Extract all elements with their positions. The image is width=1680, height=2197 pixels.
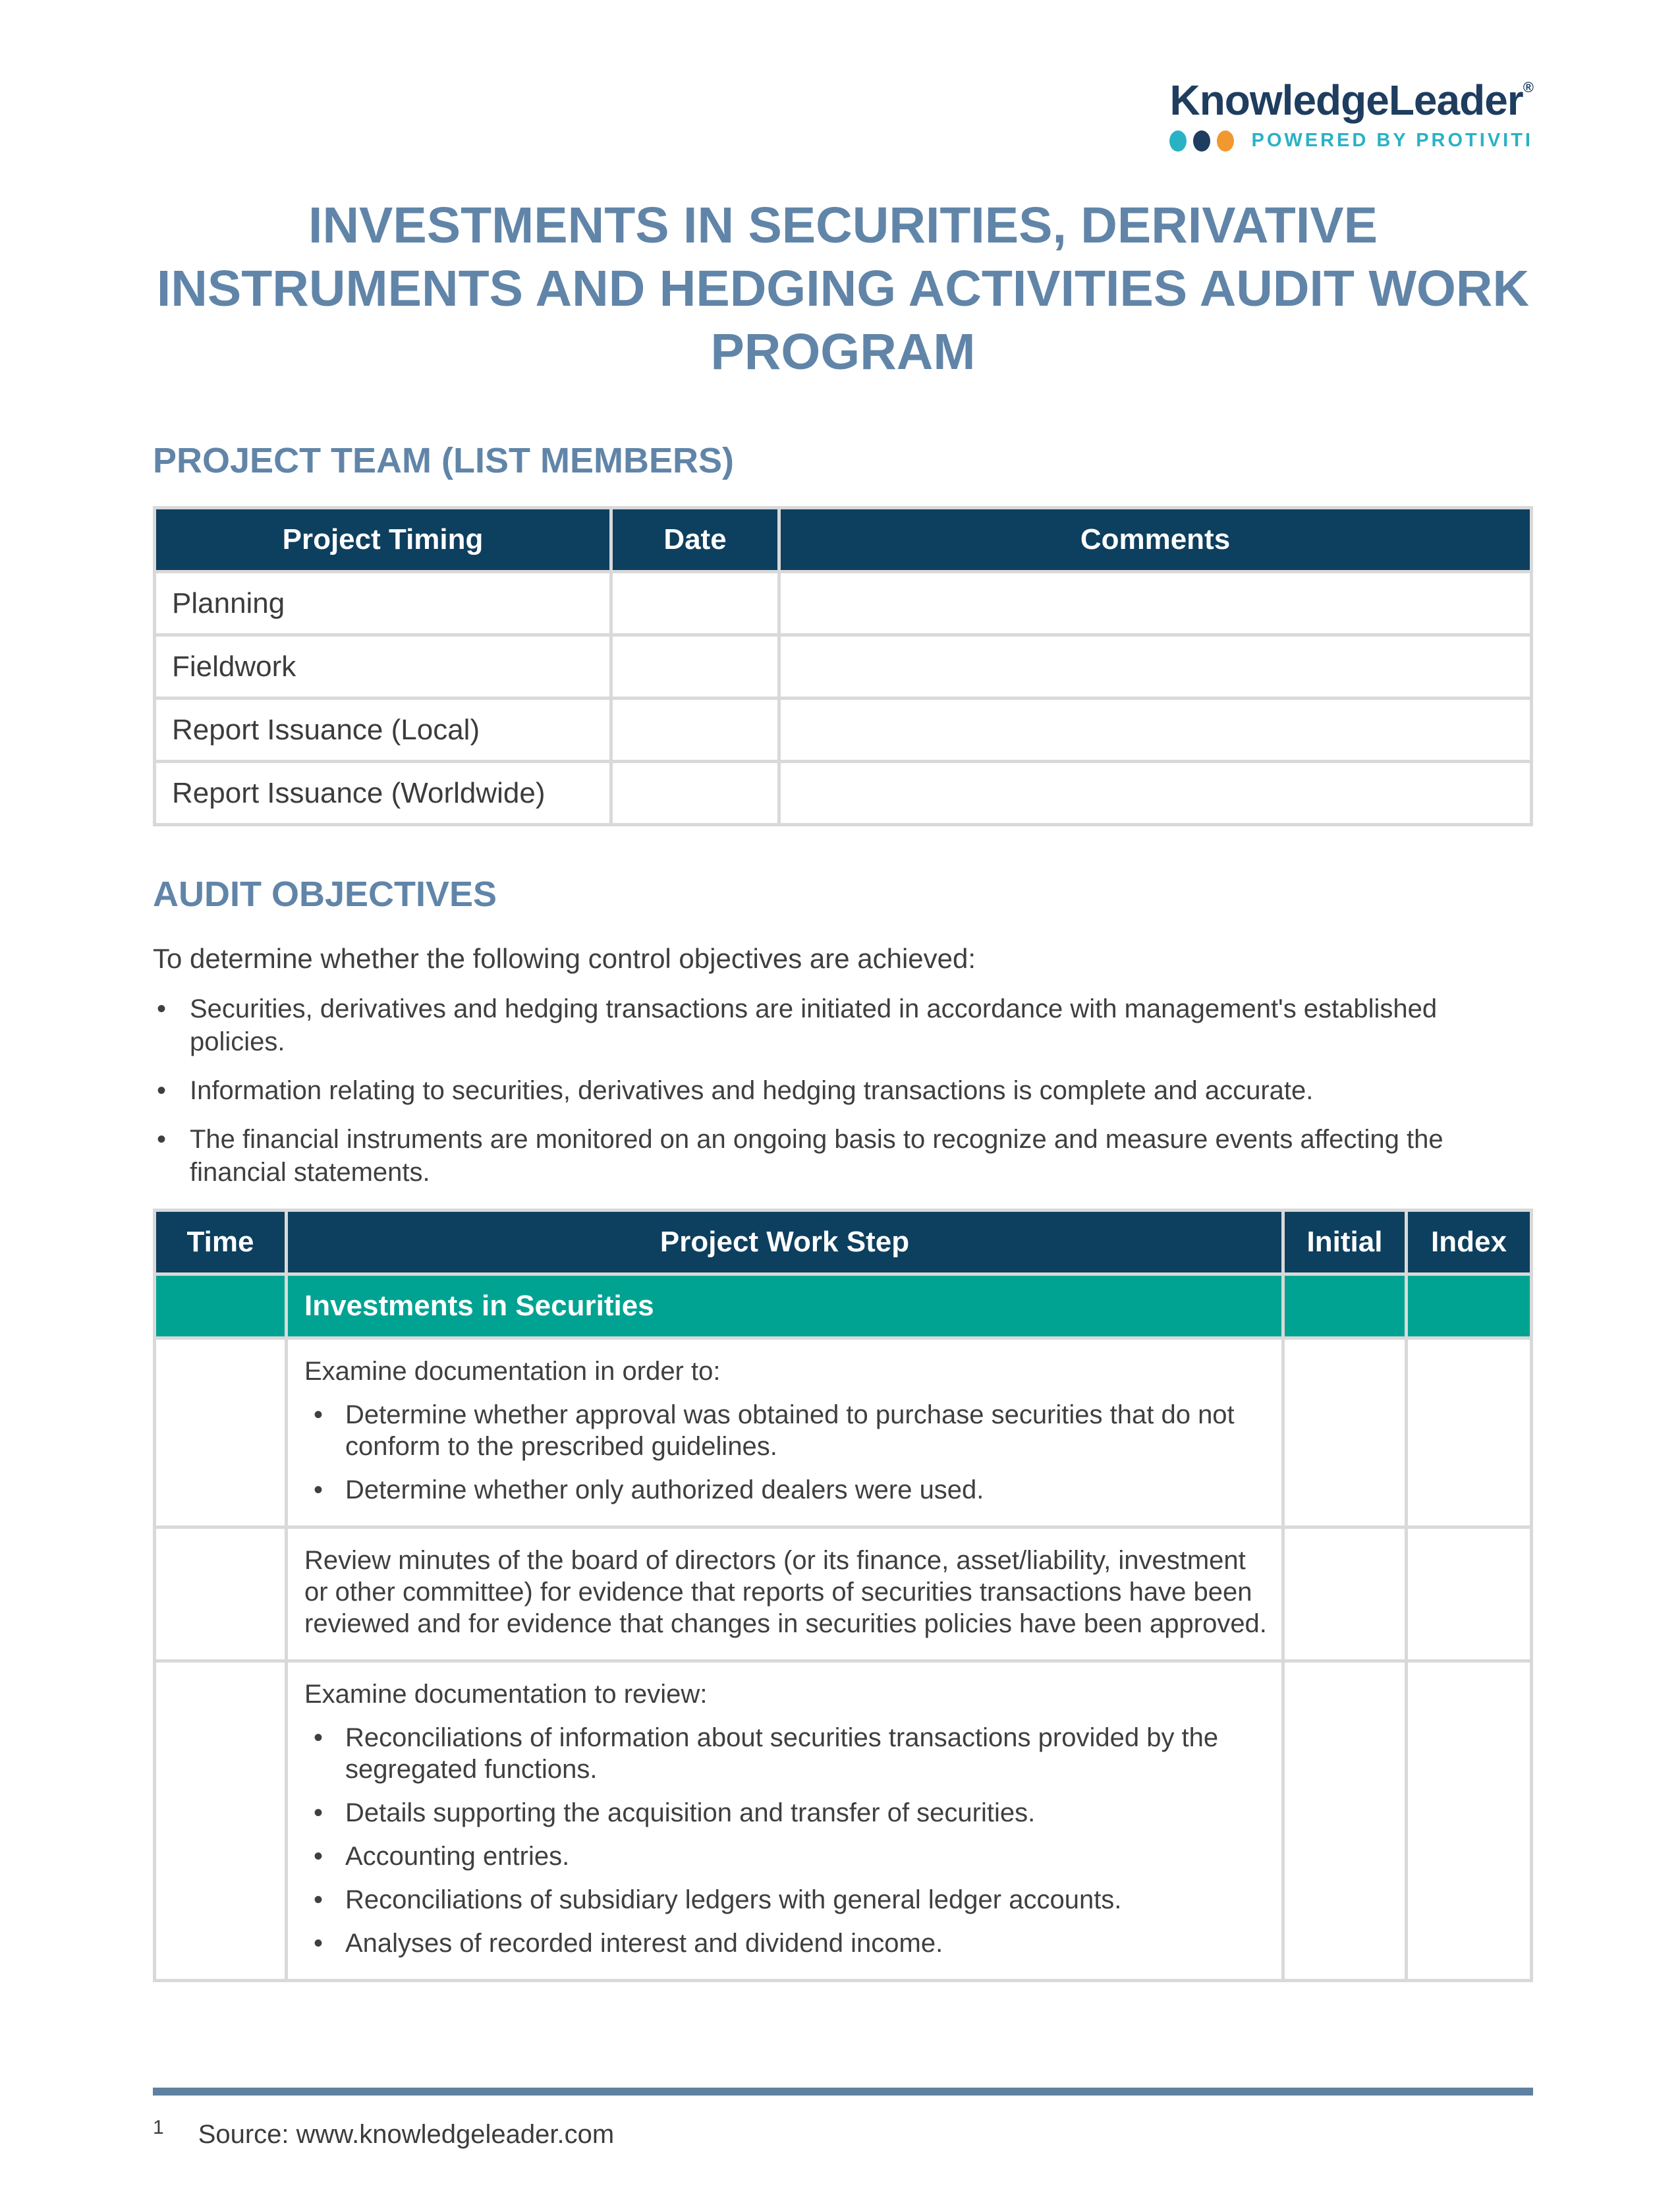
logo-dot-navy-icon: [1193, 130, 1210, 152]
date-cell: [611, 762, 779, 825]
work-step-intro: Examine documentation in order to:: [304, 1357, 721, 1386]
timing-cell: Fieldwork: [155, 635, 611, 699]
list-item: • Reconciliations of subsidiary ledgers with general ledger accounts.: [304, 1884, 1275, 1916]
brand-logo-text: [1169, 65, 1533, 123]
index-cell: [1407, 1338, 1532, 1527]
logo-dot-teal-icon: [1169, 130, 1187, 152]
index-cell: [1407, 1661, 1532, 1981]
col-header-index: Index: [1407, 1211, 1532, 1274]
brand-tagline: POWERED BY PROTIVITI: [1251, 130, 1533, 151]
work-step-row: [155, 1338, 1532, 1527]
date-cell: [611, 635, 779, 699]
work-step-cell: [287, 1527, 1283, 1661]
index-cell: [1407, 1527, 1532, 1661]
page-footer: [153, 2088, 1533, 2150]
section-group-row: [155, 1274, 1532, 1338]
work-step-intro: Review minutes of the board of directors (or its finance, asset/liability, investment or other committee) for evidence that reports of securities transactions have been reviewed and for evidence that changes in securities policies have been approved.: [304, 1546, 1267, 1638]
date-cell: [611, 572, 779, 635]
audit-objectives-intro: To determine whether the following control objectives are achieved:: [153, 943, 976, 974]
table-row: [155, 572, 1532, 635]
registered-mark: ®: [1523, 79, 1533, 96]
list-item: • Securities, derivatives and hedging transactions are initiated in accordance with management's established policies.: [153, 992, 1533, 1058]
work-step-bullet-list: [304, 1722, 1275, 1959]
list-item: • Information relating to securities, derivatives and hedging transactions is complete and accurate.: [153, 1074, 1533, 1107]
list-item: • Reconciliations of information about securities transactions provided by the segregated functions.: [304, 1722, 1275, 1785]
list-item: • Determine whether only authorized dealers were used.: [304, 1474, 1275, 1506]
col-header-date: Date: [611, 508, 779, 572]
date-cell: [611, 699, 779, 762]
list-item: • The financial instruments are monitored on an ongoing basis to recognize and measure events affecting the financial statements.: [153, 1123, 1533, 1189]
work-step-row: [155, 1527, 1532, 1661]
list-item: • Details supporting the acquisition and transfer of securities.: [304, 1797, 1275, 1829]
initial-cell: [1283, 1338, 1407, 1527]
work-step-cell: [287, 1661, 1283, 1981]
group-label: Investments in Securities: [287, 1274, 1283, 1338]
footer-rule: [153, 2088, 1533, 2096]
initial-cell: [1283, 1527, 1407, 1661]
table-row: [155, 635, 1532, 699]
timing-cell: Planning: [155, 572, 611, 635]
document-title: INVESTMENTS IN SECURITIES, DERIVATIVE INSTRUMENTS AND HEDGING ACTIVITIES AUDIT WORK PROGRAM: [156, 197, 1530, 380]
col-header-time: Time: [155, 1211, 287, 1274]
project-team-table: [153, 506, 1533, 826]
page-number: 1: [153, 2117, 164, 2138]
col-header-project-timing: Project Timing: [155, 508, 611, 572]
source-line: [153, 2117, 1533, 2150]
col-header-project-work-step: Project Work Step: [287, 1211, 1283, 1274]
time-cell: [155, 1338, 287, 1527]
project-team-header-row: [155, 508, 1532, 572]
comments-cell: [779, 572, 1532, 635]
list-item: • Determine whether approval was obtained to purchase securities that do not conform to the prescribed guidelines.: [304, 1399, 1275, 1462]
list-item: • Accounting entries.: [304, 1840, 1275, 1872]
timing-cell: Report Issuance (Local): [155, 699, 611, 762]
time-cell: [155, 1274, 287, 1338]
table-row: [155, 699, 1532, 762]
project-team-heading: PROJECT TEAM (LIST MEMBERS): [153, 441, 735, 480]
initial-cell: [1283, 1274, 1407, 1338]
work-program-table: [153, 1209, 1533, 1982]
time-cell: [155, 1527, 287, 1661]
work-program-header-row: [155, 1211, 1532, 1274]
work-step-row: [155, 1661, 1532, 1981]
timing-cell: Report Issuance (Worldwide): [155, 762, 611, 825]
brand-header: [153, 65, 1533, 152]
comments-cell: [779, 699, 1532, 762]
source-text: Source: www.knowledgeleader.com: [198, 2120, 615, 2149]
audit-objectives-heading: AUDIT OBJECTIVES: [153, 874, 497, 914]
work-step-bullet-list: [304, 1399, 1275, 1506]
logo-dot-orange-icon: [1217, 130, 1234, 152]
initial-cell: [1283, 1661, 1407, 1981]
index-cell: [1407, 1274, 1532, 1338]
col-header-initial: Initial: [1283, 1211, 1407, 1274]
list-item: • Analyses of recorded interest and dividend income.: [304, 1927, 1275, 1959]
work-step-cell: [287, 1338, 1283, 1527]
work-step-intro: Examine documentation to review:: [304, 1680, 708, 1709]
col-header-comments: Comments: [779, 508, 1532, 572]
brand-tagline-row: [1169, 130, 1533, 152]
comments-cell: [779, 762, 1532, 825]
table-row: [155, 762, 1532, 825]
brand-logo: [1169, 65, 1533, 152]
brand-wordmark: KnowledgeLeader: [1169, 76, 1523, 124]
comments-cell: [779, 635, 1532, 699]
audit-objectives-list: [153, 992, 1533, 1189]
page-content: [153, 0, 1533, 1982]
time-cell: [155, 1661, 287, 1981]
